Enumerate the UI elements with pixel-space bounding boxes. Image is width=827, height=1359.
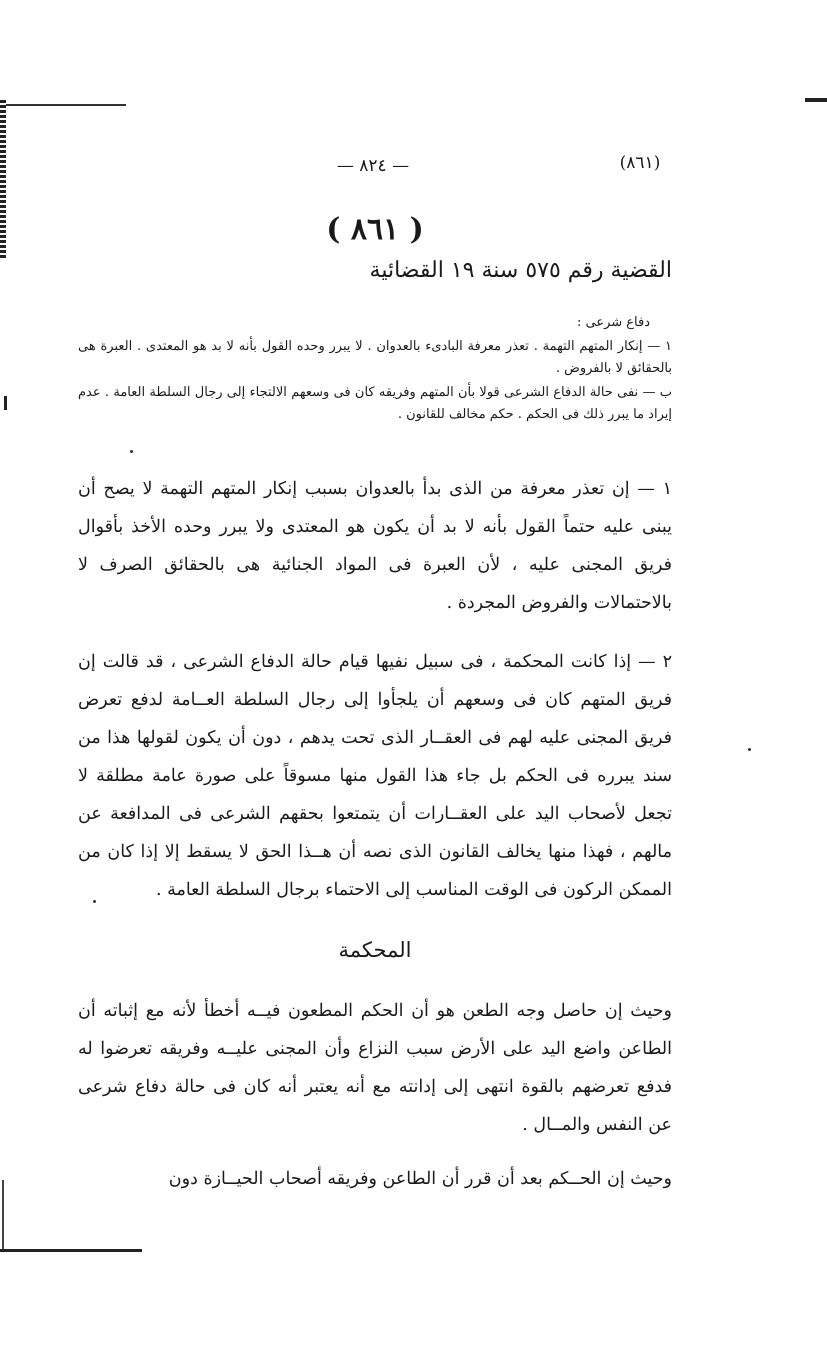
page-number: — ٨٢٤ — [336, 156, 410, 176]
summary-item-2: ب — نفى حالة الدفاع الشرعى قولا بأن المتهم وفريقه كان فى وسعهم الالتجاء إلى رجال السلطة العامة . عدم إيراد ما يبرر ذلك فى الحكم . حكم مخالف للقانون . [78, 385, 672, 422]
running-case-ref: (٨٦١) [619, 153, 661, 173]
scan-edge-line-bottom [0, 1249, 142, 1252]
case-title: القضية رقم ٥٧٥ سنة ١٩ القضائية [369, 258, 672, 283]
body-paragraph-4: وحيث إن الحــكم بعد أن قرر أن الطاعن وفريقه أصحاب الحيــازة دون [168, 1169, 672, 1189]
case-summary [78, 312, 672, 428]
body-paragraph-3: وحيث إن حاصل وجه الطعن هو أن الحكم المطعون فيــه أخطأ لأنه مع إثباته أن الطاعن واضع اليد على الأرض سبب النزاع وأن المجنى عليــه وفريقه تعرضوا له فدفع تعرضهم بالقوة انتهى إلى إدانته مع أنه يعتبر أنه كان فى حالة دفاع شرعى عن النفس والمــال . [78, 1001, 672, 1135]
scan-edge-line-top [6, 104, 126, 106]
court-heading: المحكمة [338, 938, 412, 962]
body-paragraph-2: ٢ — إذا كانت المحكمة ، فى سبيل نفيها قيام حالة الدفاع الشرعى ، قد قالت إن فريق المتهم كان فى وسعهم أن يلجأوا إلى رجال السلطة العــامة لدفع تعرض فريق المجنى عليه لهم فى العقــار الذى تحت يدهم ، دون أن يكون لقولها هذا من سند يبرره فى الحكم بل جاء هذا القول منها مسوقاً على صورة عامة مطلقة لا تجعل لأصحاب اليد على العقــارات أن يتمتعوا بحقهم الشرعى فى المدافعة عن مالهم ، فهذا منها يخالف القانون الذى نصه أن هــذا الحق لا يسقط إلا إذا كان من الممكن الركون فى الوقت المناسب إلى الاحتماء برجال السلطة العامة . [78, 652, 672, 900]
body-paragraph-1: ١ — إن تعذر معرفة من الذى بدأ بالعدوان بسبب إنكار المتهم التهمة لا يصح أن يبنى عليه حتماً القول بأنه لا بد أن يكون هو المعتدى ولا يبرر وحده الأخذ بأقوال فريق المجنى عليه ، لأن العبرة فى المواد الجنائية هى بالحقائق الصرف لا بالاحتمالات والفروض المجردة . [78, 479, 672, 613]
summary-heading: دفاع شرعى : [576, 315, 650, 330]
scan-edge-mark-right [805, 98, 827, 102]
case-number: ( ٨٦١ ) [326, 212, 424, 247]
summary-item-1: ١ — إنكار المتهم التهمة . تعذر معرفة البادىء بالعدوان . لا يبرر وحده القول بأنه لا بد هو المعتدى . العبرة هى بالحقائق لا بالفروض . [78, 339, 672, 376]
scan-speck [130, 450, 133, 453]
scan-edge-left-low [2, 1180, 4, 1250]
scan-edge-tick [4, 396, 7, 410]
scan-edge-left [0, 100, 6, 260]
scan-speck [748, 748, 751, 751]
